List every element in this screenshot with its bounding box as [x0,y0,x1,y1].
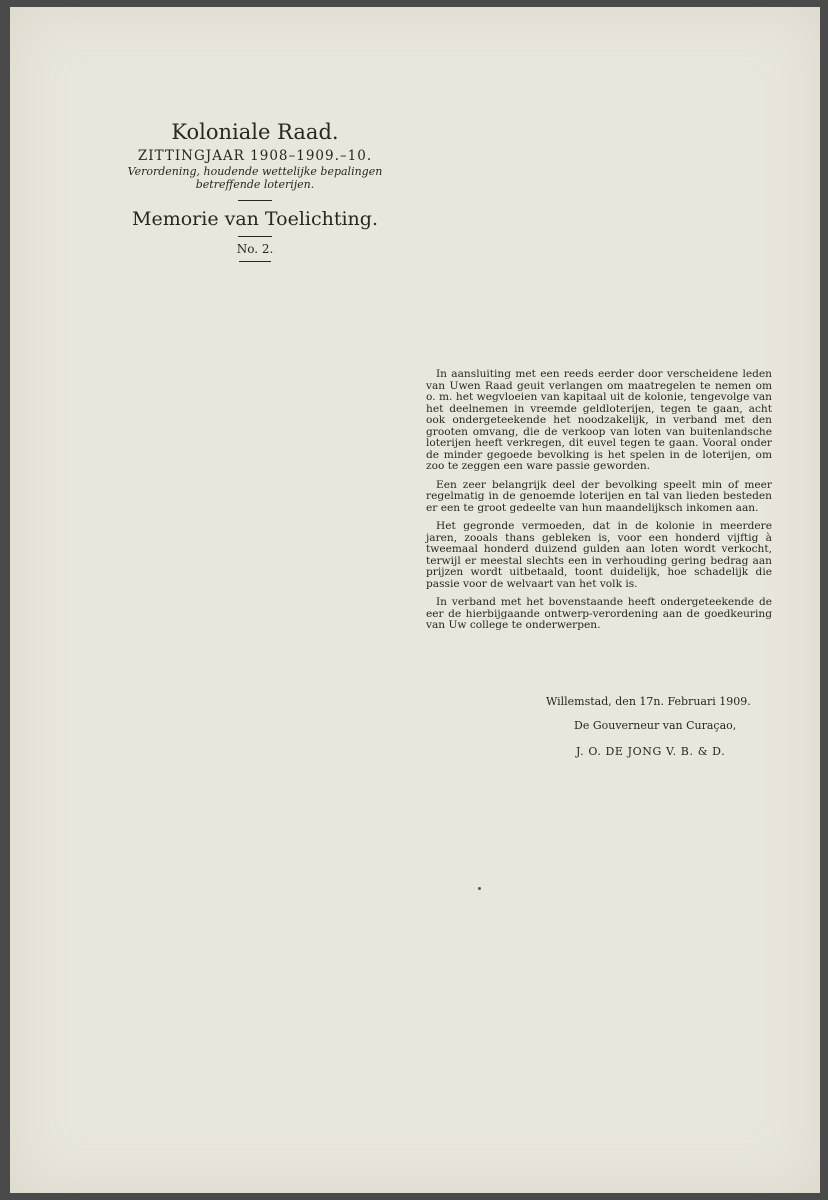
place-and-date: Willemstad, den 17n. Februari 1909. [546,695,751,708]
body-paragraph-2: Een zeer belangrijk deel der bevolking speelt min of meer regelmatig in de genoemde loterijen en tal van lieden besteden er een te groot gedeelte van hun maandelijksch inkomen aan. [426,478,772,514]
document-header [120,119,390,262]
subtitle-line-2: betreffende loterijen. [195,178,315,191]
subtitle-line-1: Verordening, houdende wettelijke bepalingen [127,165,383,178]
document-number: No. 2. [236,242,274,256]
memorandum-body [426,369,772,639]
document-page [10,7,820,1193]
number-divider-top [238,236,272,237]
paper-speck [478,887,481,890]
body-paragraph-3: Het gegronde vermoeden, dat in de kolonie in meerdere jaren, zooals thans gebleken is, voor een honderd vijftig à tweemaal honderd duizend gulden aan loten wordt verkocht, terwijl er meestal slechts een in verhouding gering bedrag aan prijzen wordt uitbetaald, toont duidelijk, hoe schadelijk die passie voor de welvaart van het volk is. [426,520,772,590]
number-divider-bottom [239,261,271,262]
signatory-name: J. O. DE JONG V. B. & D. [576,745,726,758]
header-divider [238,200,272,201]
body-paragraph-1: In aansluiting met een reeds eerder door verscheidene leden van Uwen Raad geuit verlangen om maatregelen te nemen om o. m. het wegvloeien van kapitaal uit de kolonie, tengevolge van het deelnemen in vreemde geldloterijen, tegen te gaan, acht ook ondergeteekende het noodzakelijk, in verband met den grooten omvang, die de verkoop van loten van buitenlandsche loterijen heeft verkregen, dit euvel tegen te gaan. Vooral onder de minder gegoede bevolking is het spelen in de loterijen, om zoo te zeggen een ware passie geworden. [426,368,772,472]
council-title: Koloniale Raad. [171,120,339,144]
governor-title: De Gouverneur van Curaçao, [574,719,737,732]
document-type-heading: Memorie van Toelichting. [132,208,378,230]
body-paragraph-4: In verband met het bovenstaande heeft ondergeteekende de eer de hierbijgaande ontwerp-verordening aan de goedkeuring van Uw college te onderwerpen. [426,596,772,631]
session-year: ZITTINGJAAR 1908–1909.–10. [137,148,373,164]
